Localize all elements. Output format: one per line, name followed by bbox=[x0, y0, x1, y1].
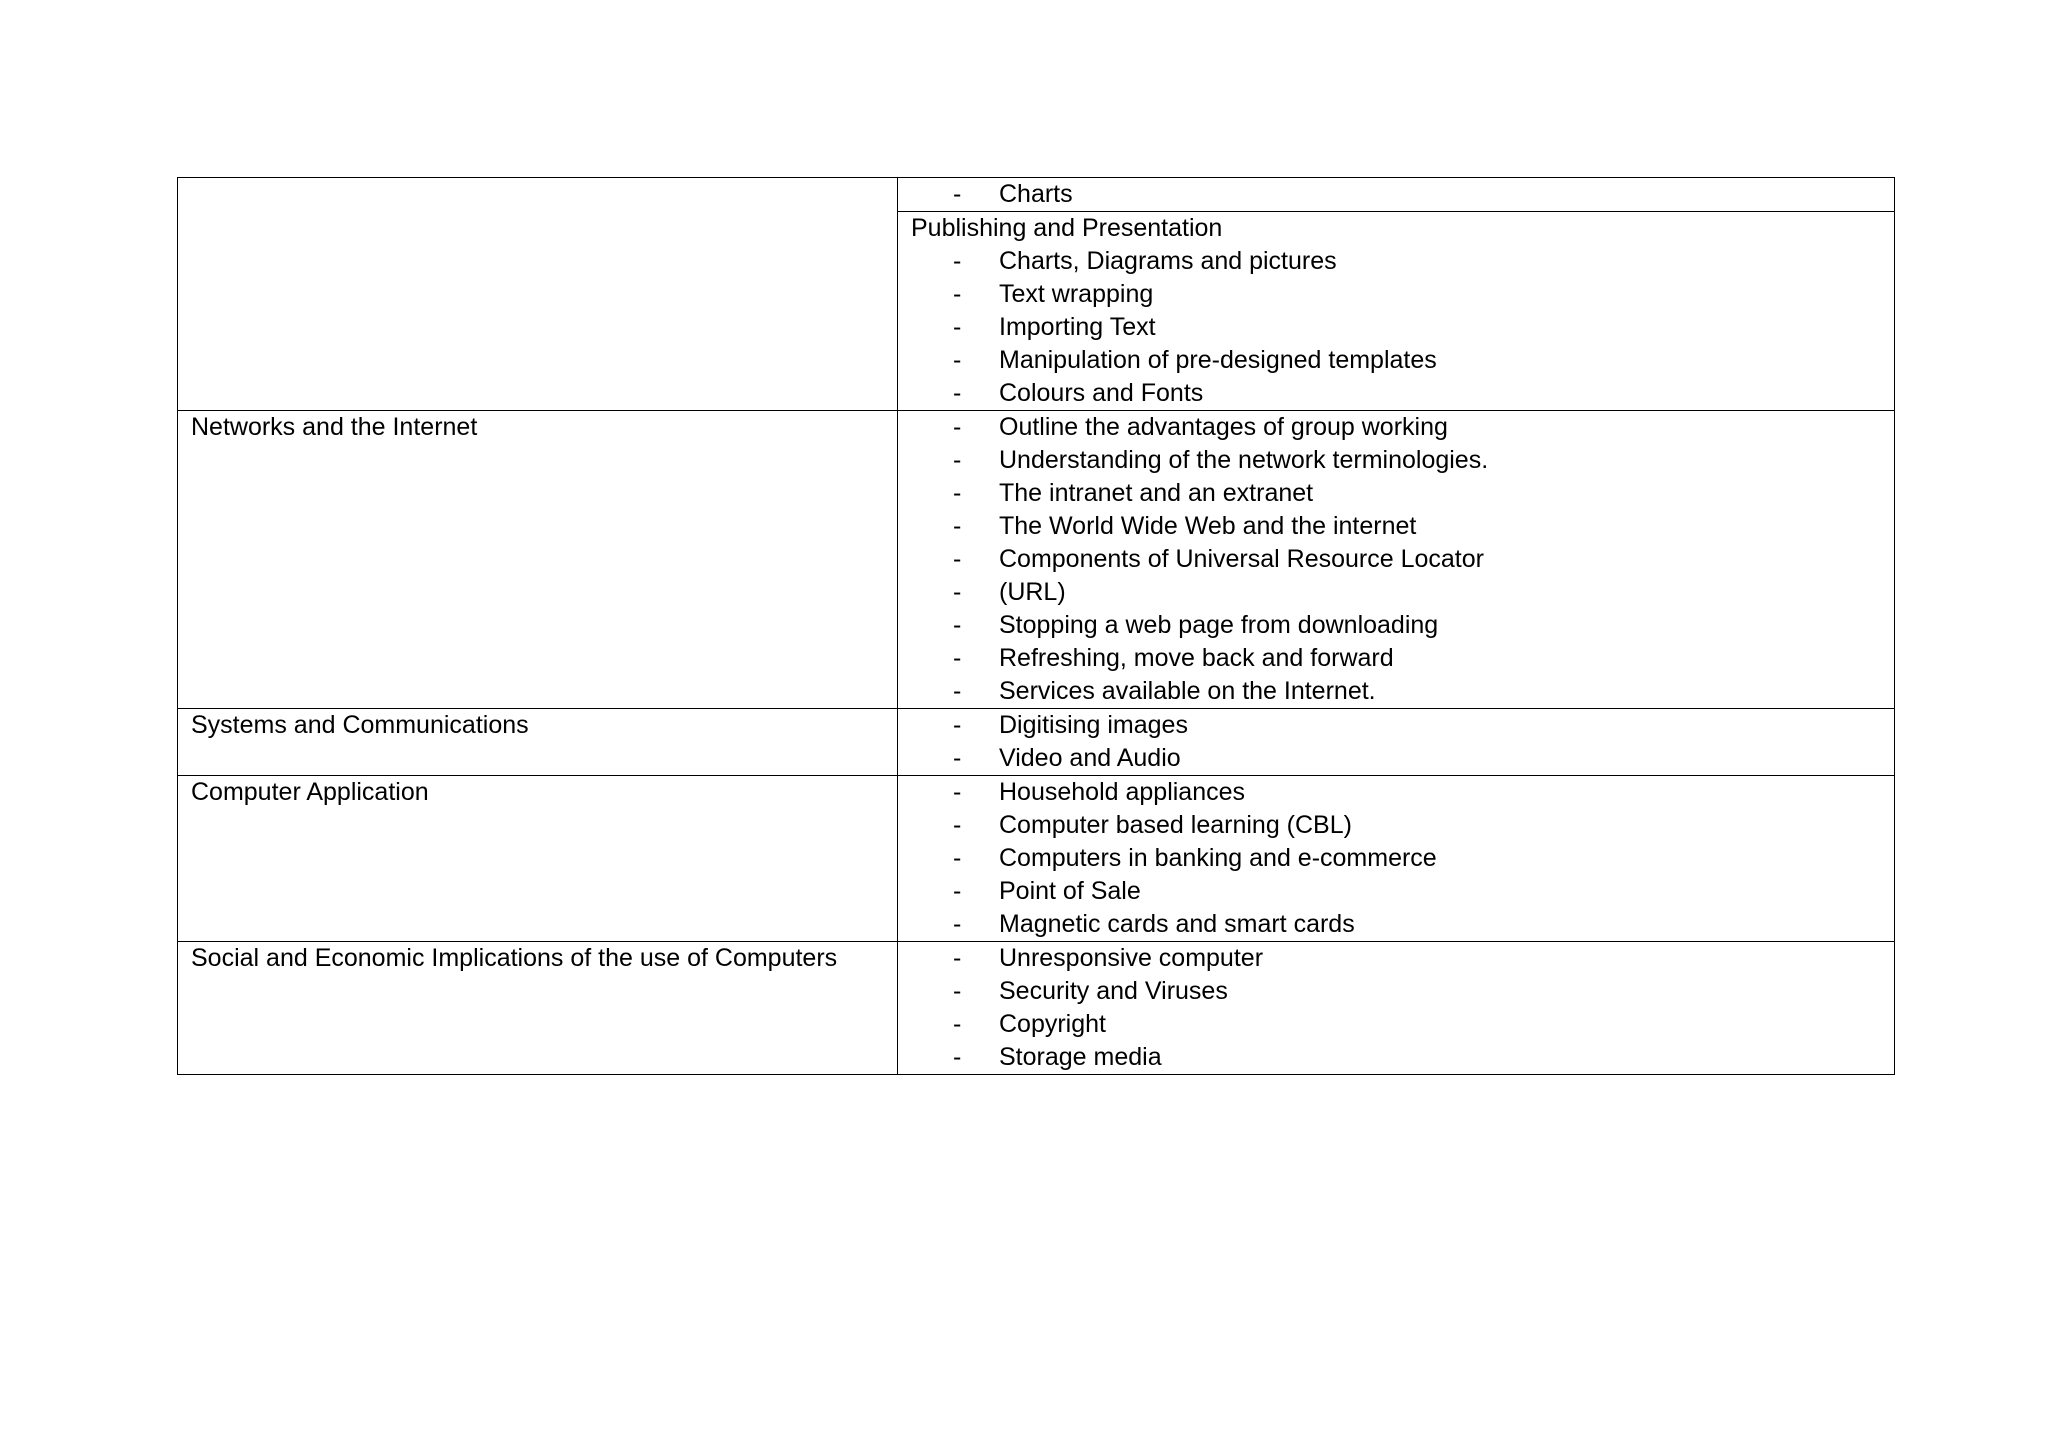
list-item bbox=[911, 444, 1882, 477]
bullet-dash: - bbox=[953, 778, 962, 806]
subtopic-list bbox=[911, 776, 1882, 941]
list-item bbox=[911, 1041, 1882, 1074]
list-item bbox=[911, 576, 1882, 609]
syllabus-table bbox=[177, 177, 1895, 1075]
subtopic-list bbox=[911, 411, 1882, 708]
bullet-dash: - bbox=[953, 977, 962, 1005]
list-item bbox=[911, 809, 1882, 842]
bullet-dash: - bbox=[953, 944, 962, 972]
list-item-text: Refreshing, move back and forward bbox=[999, 644, 1394, 672]
list-item bbox=[911, 942, 1882, 975]
list-item-text: Manipulation of pre-designed templates bbox=[999, 346, 1437, 374]
list-item bbox=[911, 642, 1882, 675]
list-item bbox=[911, 776, 1882, 809]
topic-title: Social and Economic Implications of the use of Computers bbox=[191, 944, 838, 972]
list-item-text: Outline the advantages of group working bbox=[999, 413, 1448, 441]
list-item-text: Services available on the Internet. bbox=[999, 677, 1376, 705]
list-item-text: (URL) bbox=[999, 578, 1066, 606]
topic-cell-empty bbox=[178, 178, 898, 411]
list-item-text: Digitising images bbox=[999, 711, 1188, 739]
topic-cell bbox=[178, 411, 898, 709]
list-item bbox=[911, 377, 1882, 410]
list-item bbox=[911, 311, 1882, 344]
bullet-dash: - bbox=[953, 379, 962, 407]
list-item bbox=[911, 742, 1882, 775]
list-item-text: Stopping a web page from downloading bbox=[999, 611, 1439, 639]
list-item bbox=[911, 411, 1882, 444]
subtopics-cell bbox=[898, 776, 1895, 942]
list-item-text: Unresponsive computer bbox=[999, 944, 1264, 972]
list-item-text: Magnetic cards and smart cards bbox=[999, 910, 1355, 938]
bullet-dash: - bbox=[953, 844, 962, 872]
topic-title: Systems and Communications bbox=[191, 711, 529, 739]
topic-cell bbox=[178, 776, 898, 942]
bullet-dash: - bbox=[953, 677, 962, 705]
bullet-dash: - bbox=[953, 346, 962, 374]
list-item-text: Computer based learning (CBL) bbox=[999, 811, 1352, 839]
list-item-text: The intranet and an extranet bbox=[999, 479, 1314, 507]
list-item-text: The World Wide Web and the internet bbox=[999, 512, 1417, 540]
list-item-text: Copyright bbox=[999, 1010, 1106, 1038]
list-item bbox=[911, 278, 1882, 311]
topic-cell bbox=[178, 942, 898, 1075]
table-row bbox=[178, 709, 1895, 776]
list-item-text: Colours and Fonts bbox=[999, 379, 1204, 407]
subtopics-cell bbox=[898, 709, 1895, 776]
bullet-dash: - bbox=[953, 877, 962, 905]
bullet-dash: - bbox=[953, 413, 962, 441]
list-item-text: Security and Viruses bbox=[999, 977, 1228, 1005]
bullet-dash: - bbox=[953, 1043, 962, 1071]
list-item bbox=[911, 842, 1882, 875]
topic-cell bbox=[178, 709, 898, 776]
subtopics-cell bbox=[898, 942, 1895, 1075]
bullet-dash: - bbox=[953, 744, 962, 772]
bullet-dash: - bbox=[953, 611, 962, 639]
bullet-dash: - bbox=[953, 545, 962, 573]
subtopic-list bbox=[911, 245, 1882, 410]
list-item bbox=[911, 245, 1882, 278]
table-row bbox=[178, 776, 1895, 942]
section-heading: Publishing and Presentation bbox=[911, 214, 1223, 242]
list-item bbox=[911, 477, 1882, 510]
list-item-text: Charts bbox=[999, 180, 1073, 208]
bullet-dash: - bbox=[953, 811, 962, 839]
topic-title: Computer Application bbox=[191, 778, 429, 806]
bullet-dash: - bbox=[953, 578, 962, 606]
subtopics-cell bbox=[898, 212, 1895, 411]
bullet-dash: - bbox=[953, 280, 962, 308]
subtopic-list bbox=[911, 942, 1882, 1074]
list-item-text: Point of Sale bbox=[999, 877, 1141, 905]
list-item-text: Storage media bbox=[999, 1043, 1162, 1071]
list-item-text: Computers in banking and e-commerce bbox=[999, 844, 1437, 872]
list-item bbox=[911, 1008, 1882, 1041]
list-item-text: Text wrapping bbox=[999, 280, 1154, 308]
list-item-text: Understanding of the network terminologies. bbox=[999, 446, 1489, 474]
list-item bbox=[911, 178, 1882, 211]
bullet-dash: - bbox=[953, 479, 962, 507]
list-item-text: Household appliances bbox=[999, 778, 1246, 806]
subtopic-list bbox=[911, 178, 1882, 211]
list-item bbox=[911, 975, 1882, 1008]
list-item bbox=[911, 609, 1882, 642]
list-item-text: Charts, Diagrams and pictures bbox=[999, 247, 1337, 275]
topic-title: Networks and the Internet bbox=[191, 413, 478, 441]
list-item-text: Importing Text bbox=[999, 313, 1156, 341]
bullet-dash: - bbox=[953, 180, 962, 208]
list-item-text: Components of Universal Resource Locator bbox=[999, 545, 1484, 573]
list-item bbox=[911, 875, 1882, 908]
list-item bbox=[911, 543, 1882, 576]
bullet-dash: - bbox=[953, 446, 962, 474]
bullet-dash: - bbox=[953, 910, 962, 938]
table-row bbox=[178, 411, 1895, 709]
subtopics-cell bbox=[898, 411, 1895, 709]
table-row bbox=[178, 942, 1895, 1075]
bullet-dash: - bbox=[953, 644, 962, 672]
list-item bbox=[911, 675, 1882, 708]
bullet-dash: - bbox=[953, 1010, 962, 1038]
list-item bbox=[911, 709, 1882, 742]
list-item-text: Video and Audio bbox=[999, 744, 1181, 772]
syllabus-table-body bbox=[178, 178, 1895, 1075]
bullet-dash: - bbox=[953, 711, 962, 739]
subtopic-list bbox=[911, 709, 1882, 775]
bullet-dash: - bbox=[953, 512, 962, 540]
bullet-dash: - bbox=[953, 313, 962, 341]
list-item bbox=[911, 344, 1882, 377]
list-item bbox=[911, 908, 1882, 941]
list-item bbox=[911, 510, 1882, 543]
bullet-dash: - bbox=[953, 247, 962, 275]
table-row bbox=[178, 178, 1895, 212]
subtopics-cell bbox=[898, 178, 1895, 212]
